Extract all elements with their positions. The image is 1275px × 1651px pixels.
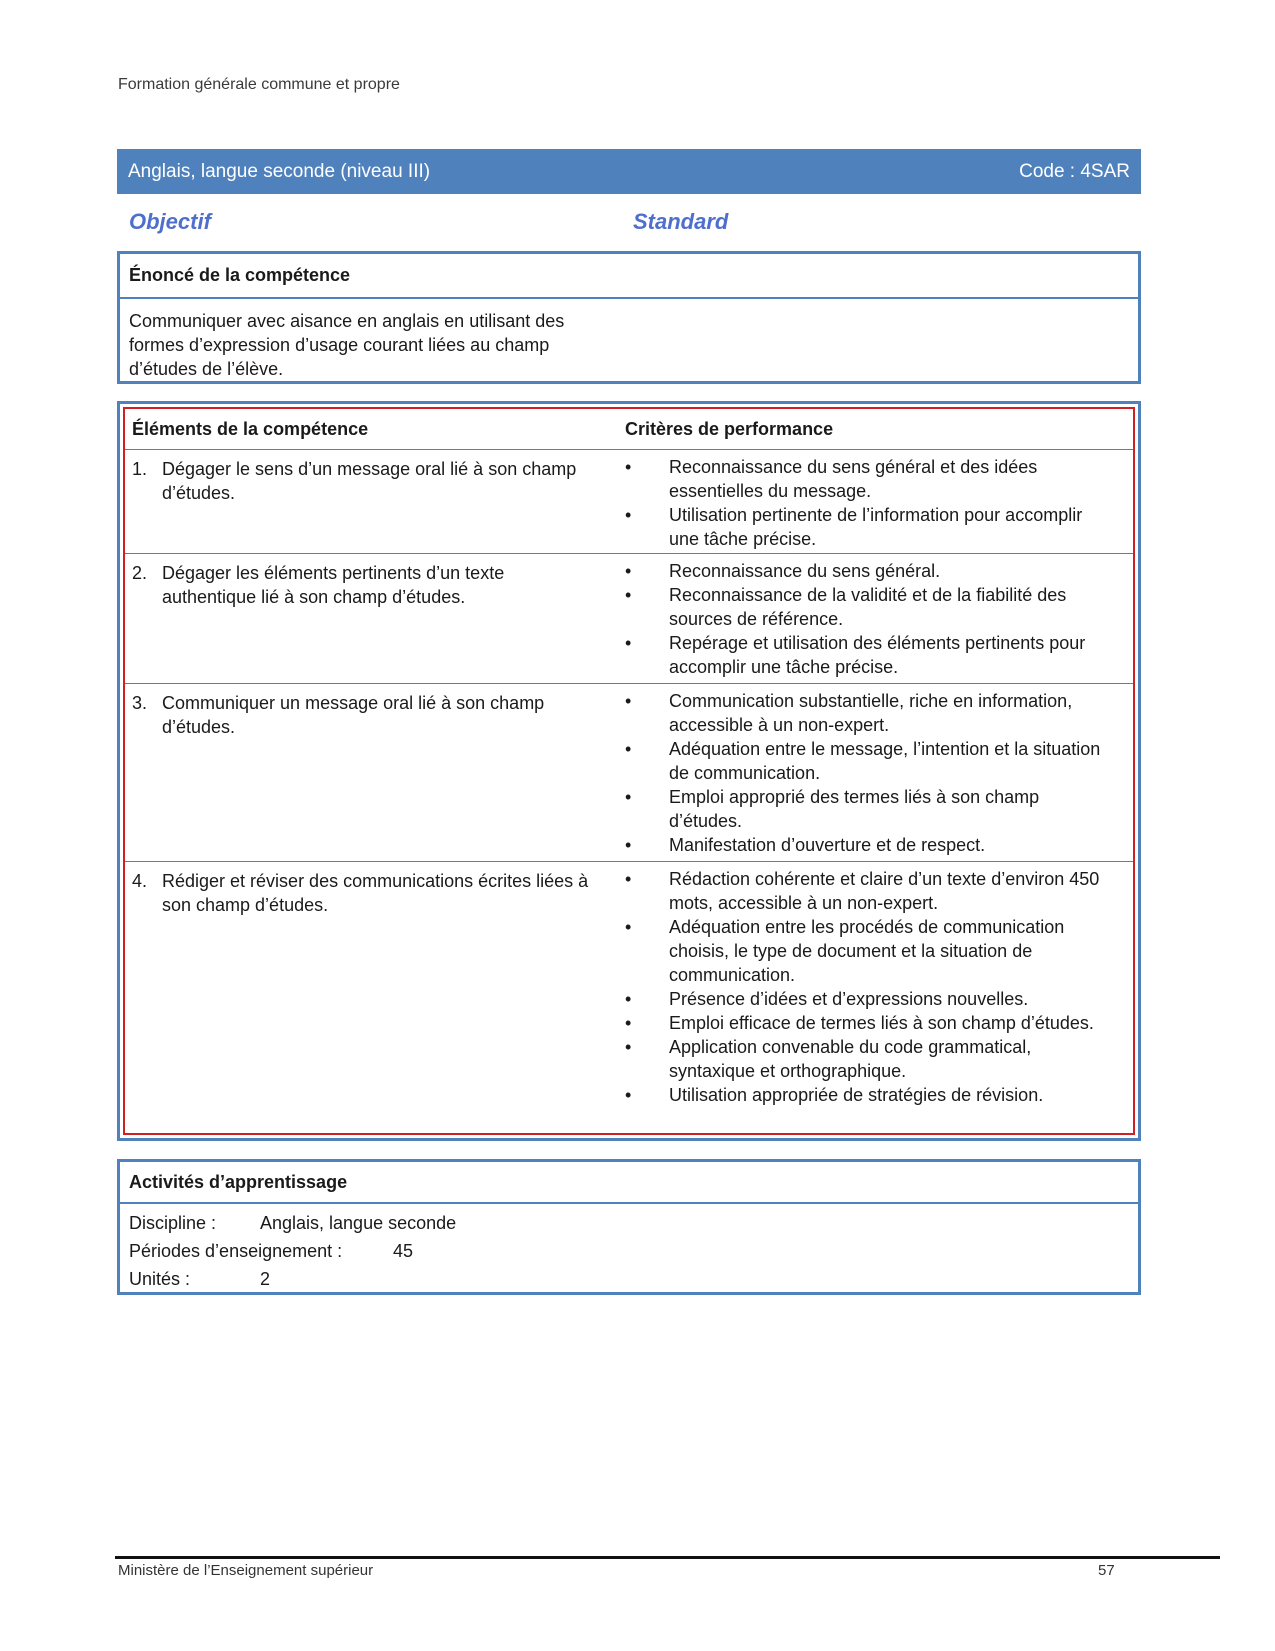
element-number: 4. bbox=[132, 871, 148, 891]
element-item bbox=[132, 457, 602, 505]
discipline-value: Anglais, langue seconde bbox=[260, 1213, 457, 1233]
enonce-box bbox=[117, 251, 1141, 384]
unites-label: Unités : bbox=[129, 1269, 191, 1289]
element-number: 1. bbox=[132, 459, 148, 479]
table-row bbox=[125, 861, 1133, 1140]
objectif-label: Objectif bbox=[129, 209, 211, 234]
col-criteres-header: Critères de performance bbox=[625, 419, 834, 439]
element-number: 3. bbox=[132, 693, 148, 713]
criterion: • Reconnaissance de la validité et de la fiabilité des sources de référence. bbox=[625, 583, 1103, 631]
element-text: Communiquer un message oral lié à son champ d’études. bbox=[162, 693, 545, 737]
criterion: • Manifestation d’ouverture et de respect. bbox=[625, 833, 1103, 857]
criterion: • Repérage et utilisation des éléments pertinents pour accomplir une tâche précise. bbox=[625, 631, 1103, 679]
criteria-list bbox=[625, 689, 1103, 857]
element-text: Dégager le sens d’un message oral lié à son champ d’études. bbox=[162, 459, 577, 503]
table-header bbox=[125, 409, 1133, 449]
element-item bbox=[132, 869, 602, 917]
table-row bbox=[125, 553, 1133, 684]
element-number: 2. bbox=[132, 563, 148, 583]
criteria-list bbox=[625, 455, 1103, 551]
discipline-label: Discipline : bbox=[129, 1213, 217, 1233]
element-text: Dégager les éléments pertinents d’un texte authentique lié à son champ d’études. bbox=[162, 563, 505, 607]
criterion: • Application convenable du code grammatical, syntaxique et orthographique. bbox=[625, 1035, 1103, 1083]
criteria-list bbox=[625, 559, 1103, 679]
standard-label: Standard bbox=[633, 209, 729, 234]
activites-heading: Activités d’apprentissage bbox=[120, 1162, 1138, 1204]
criterion: • Emploi efficace de termes liés à son champ d’études. bbox=[625, 1011, 1103, 1035]
unites-line bbox=[120, 1265, 1138, 1293]
criterion: • Adéquation entre les procédés de communication choisis, le type de document et la situation de communication. bbox=[625, 915, 1103, 987]
col-elements-header: Éléments de la compétence bbox=[132, 419, 369, 439]
table-row bbox=[125, 683, 1133, 862]
criterion: • Utilisation pertinente de l’information pour accomplir une tâche précise. bbox=[625, 503, 1103, 551]
unites-value: 2 bbox=[260, 1269, 271, 1289]
activites-box bbox=[117, 1159, 1141, 1295]
enonce-heading: Énoncé de la compétence bbox=[120, 254, 1138, 299]
objective-standard-labels bbox=[129, 209, 749, 237]
table-row bbox=[125, 449, 1133, 554]
footer-ministry: Ministère de l’Enseignement supérieur bbox=[118, 1562, 374, 1579]
element-text: Rédiger et réviser des communications écrites liées à son champ d’études. bbox=[162, 871, 589, 915]
competence-table-inner bbox=[123, 407, 1135, 1135]
criterion: • Adéquation entre le message, l’intention et la situation de communication. bbox=[625, 737, 1103, 785]
competence-table bbox=[117, 401, 1141, 1141]
discipline-line bbox=[120, 1209, 1138, 1237]
element-item bbox=[132, 691, 602, 739]
footer-rule bbox=[115, 1556, 1220, 1559]
periodes-label: Périodes d’enseignement : bbox=[129, 1241, 343, 1261]
running-header: Formation générale commune et propre bbox=[118, 76, 400, 93]
criterion: • Reconnaissance du sens général. bbox=[625, 559, 1103, 583]
page-number: 57 bbox=[1098, 1562, 1115, 1579]
criterion: • Utilisation appropriée de stratégies de révision. bbox=[625, 1083, 1103, 1107]
criterion: • Reconnaissance du sens général et des idées essentielles du message. bbox=[625, 455, 1103, 503]
element-item bbox=[132, 561, 602, 609]
periodes-line bbox=[120, 1237, 1138, 1265]
criterion: • Communication substantielle, riche en information, accessible à un non-expert. bbox=[625, 689, 1103, 737]
criterion: • Rédaction cohérente et claire d’un texte d’environ 450 mots, accessible à un non-expert. bbox=[625, 867, 1103, 915]
criteria-list bbox=[625, 867, 1103, 1107]
periodes-value: 45 bbox=[393, 1241, 414, 1261]
course-title: Anglais, langue seconde (niveau III) bbox=[128, 160, 431, 182]
criterion: • Présence d’idées et d’expressions nouvelles. bbox=[625, 987, 1103, 1011]
enonce-text: Communiquer avec aisance en anglais en utilisant des formes d’expression d’usage courant liées au champ d’études de l’élève. bbox=[129, 311, 565, 379]
criterion: • Emploi approprié des termes liés à son champ d’études. bbox=[625, 785, 1103, 833]
course-code: Code : 4SAR bbox=[1019, 160, 1130, 182]
course-banner bbox=[117, 149, 1141, 194]
